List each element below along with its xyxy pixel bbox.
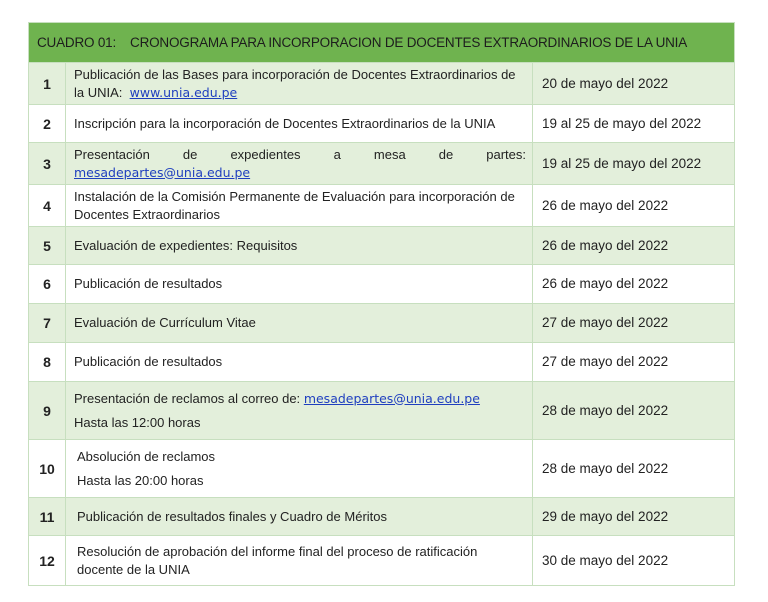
row-text-continued: docente de la UNIA (77, 561, 190, 577)
row-description (66, 440, 533, 498)
schedule-table (28, 22, 735, 586)
row-text: Presentación de reclamos al correo de: (74, 390, 301, 406)
table-row (29, 265, 735, 304)
row-text-continued: Docentes Extraordinarios (74, 206, 220, 222)
row-description: Publicación de resultados (66, 265, 533, 304)
row-number: 7 (29, 304, 66, 343)
row-text-continued: Hasta las 12:00 horas (74, 414, 201, 430)
row-date: 30 de mayo del 2022 (533, 536, 735, 586)
row-date: 27 de mayo del 2022 (533, 343, 735, 382)
table-title-text: CRONOGRAMA PARA INCORPORACION DE DOCENTES EXTRAORDINARIOS DE LA UNIA (130, 34, 688, 50)
row-number: 8 (29, 343, 66, 382)
row-text: Instalación de la Comisión Permanente de Evaluación para incorporación de (74, 188, 515, 204)
row-date: 26 de mayo del 2022 (533, 227, 735, 265)
row-description (66, 185, 533, 227)
row-number: 11 (29, 498, 66, 536)
table-row (29, 227, 735, 265)
row-description (66, 63, 533, 105)
website-link[interactable]: www.unia.edu.pe (129, 84, 238, 100)
row-text: Absolución de reclamos (77, 448, 216, 464)
table-title (29, 23, 735, 63)
row-description: Publicación de resultados (66, 343, 533, 382)
table-row (29, 63, 735, 105)
row-description (66, 536, 533, 586)
schedule-sheet (28, 22, 734, 586)
row-text: Presentación de expedientes a mesa de partes: (74, 146, 526, 162)
row-text: Publicación de las Bases para incorporación de Docentes Extraordinarios de (74, 66, 516, 82)
table-row (29, 498, 735, 536)
row-number: 6 (29, 265, 66, 304)
row-description: Evaluación de expedientes: Requisitos (66, 227, 533, 265)
row-number: 10 (29, 440, 66, 498)
row-date: 20 de mayo del 2022 (533, 63, 735, 105)
email-link[interactable]: mesadepartes@unia.edu.pe (303, 390, 480, 406)
row-date: 27 de mayo del 2022 (533, 304, 735, 343)
table-title-prefix: CUADRO 01: (37, 34, 117, 50)
row-number: 4 (29, 185, 66, 227)
row-number: 5 (29, 227, 66, 265)
row-number: 12 (29, 536, 66, 586)
row-date: 19 al 25 de mayo del 2022 (533, 105, 735, 143)
row-date: 26 de mayo del 2022 (533, 265, 735, 304)
row-description: Publicación de resultados finales y Cuadro de Méritos (66, 498, 533, 536)
table-row (29, 185, 735, 227)
table-row (29, 440, 735, 498)
row-description (66, 382, 533, 440)
row-text-continued: Hasta las 20:00 horas (77, 472, 204, 488)
table-row (29, 536, 735, 586)
row-date: 28 de mayo del 2022 (533, 440, 735, 498)
row-number: 9 (29, 382, 66, 440)
row-text: Resolución de aprobación del informe final del proceso de ratificación (77, 543, 478, 559)
row-description (66, 143, 533, 185)
row-description: Inscripción para la incorporación de Docentes Extraordinarios de la UNIA (66, 105, 533, 143)
row-number: 1 (29, 63, 66, 105)
row-text-continued: la UNIA: (74, 84, 123, 100)
row-date: 29 de mayo del 2022 (533, 498, 735, 536)
table-row (29, 105, 735, 143)
table-row (29, 382, 735, 440)
row-date: 26 de mayo del 2022 (533, 185, 735, 227)
row-date: 28 de mayo del 2022 (533, 382, 735, 440)
email-link[interactable]: mesadepartes@unia.edu.pe (74, 164, 251, 180)
table-row (29, 143, 735, 185)
table-row (29, 304, 735, 343)
row-description: Evaluación de Currículum Vitae (66, 304, 533, 343)
row-date: 19 al 25 de mayo del 2022 (533, 143, 735, 185)
row-number: 2 (29, 105, 66, 143)
row-number: 3 (29, 143, 66, 185)
table-row (29, 343, 735, 382)
